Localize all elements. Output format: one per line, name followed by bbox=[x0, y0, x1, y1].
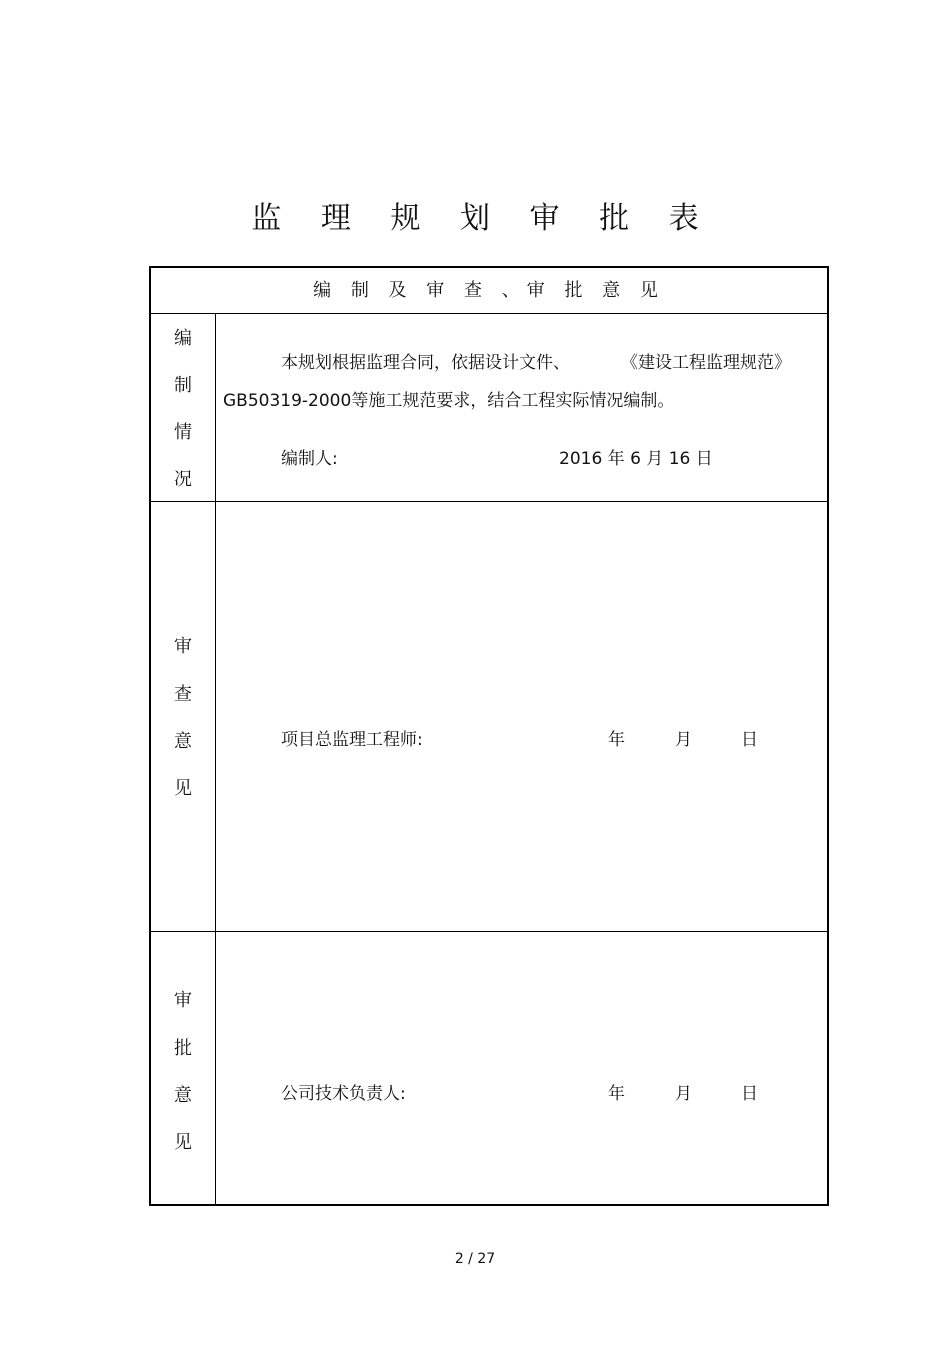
approve-label-char: 意 bbox=[174, 1085, 192, 1106]
page-indicator: 2 / 27 bbox=[454, 1251, 496, 1267]
tech-director-label: 公司技术负责人: bbox=[281, 1084, 406, 1104]
compile-label-char: 况 bbox=[174, 469, 192, 490]
approval-table bbox=[149, 266, 829, 1206]
chief-engineer-label: 项目总监理工程师: bbox=[281, 730, 423, 750]
approve-label-char: 批 bbox=[174, 1038, 192, 1059]
approve-label-char: 见 bbox=[174, 1132, 192, 1153]
review-label-char: 查 bbox=[174, 684, 192, 705]
compile-date: 2016 年 6 月 16 日 bbox=[559, 449, 713, 469]
compile-label-char: 情 bbox=[174, 422, 192, 443]
approve-day-label: 日 bbox=[741, 1084, 758, 1104]
compile-section bbox=[151, 313, 827, 502]
review-year-label: 年 bbox=[608, 730, 625, 750]
document-title: 监 理 规 划 审 批 表 bbox=[251, 201, 714, 236]
review-label-char: 意 bbox=[174, 731, 192, 752]
compile-label-char: 制 bbox=[174, 375, 192, 396]
compile-text-line1b: 《建设工程监理规范》 bbox=[621, 353, 791, 373]
compile-text-line1a: 本规划根据监理合同，依据设计文件、 bbox=[281, 353, 570, 373]
review-section bbox=[151, 501, 827, 932]
review-label-char: 审 bbox=[174, 636, 192, 657]
table-header: 编 制 及 审 查 、审 批 意 见 bbox=[151, 268, 827, 314]
review-label bbox=[151, 501, 216, 931]
review-month-label: 月 bbox=[675, 730, 692, 750]
compile-label-char: 编 bbox=[174, 328, 192, 349]
preparer-label: 编制人: bbox=[281, 449, 338, 469]
compile-label bbox=[151, 313, 216, 501]
approve-section bbox=[151, 931, 827, 1204]
compile-text-line2: GB50319-2000等施工规范要求，结合工程实际情况编制。 bbox=[223, 391, 675, 411]
review-label-char: 见 bbox=[174, 778, 192, 799]
approve-label bbox=[151, 931, 216, 1204]
approve-label-char: 审 bbox=[174, 990, 192, 1011]
approve-month-label: 月 bbox=[675, 1084, 692, 1104]
approve-year-label: 年 bbox=[608, 1084, 625, 1104]
review-day-label: 日 bbox=[741, 730, 758, 750]
